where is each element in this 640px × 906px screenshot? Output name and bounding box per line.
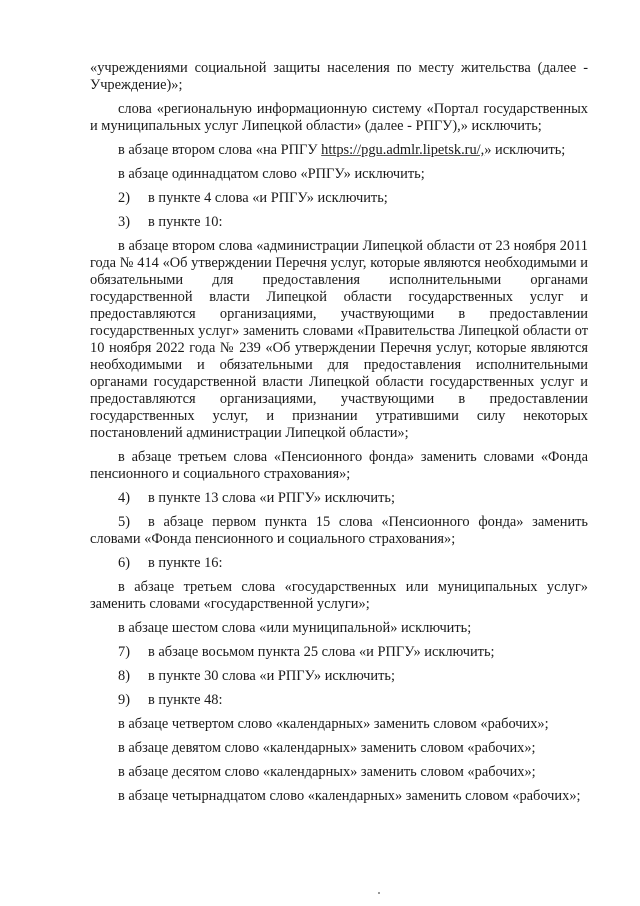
paragraph-abzac-devyatom: в абзаце девятом слово «календарных» заменить словом «рабочих»; — [118, 740, 536, 756]
item-number: 8) — [118, 668, 130, 684]
abzac-text-before: в абзаце втором слова «на РПГУ — [118, 142, 322, 158]
item-number: 7) — [118, 644, 130, 660]
item-number: 4) — [118, 490, 130, 506]
item-text: в абзаце восьмом пункта 25 слова «и РПГУ» исключить; — [148, 644, 495, 660]
paragraph-abzac-desyatom: в абзаце десятом слово «календарных» заменить словом «рабочих»; — [118, 764, 536, 780]
list-item-8 — [90, 668, 588, 685]
paragraph-abzac-odinnadcatom: в абзаце одиннадцатом слово «РПГУ» исключить; — [118, 166, 425, 182]
paragraph-abzac-vtorom — [90, 142, 588, 159]
item-text: в пункте 48: — [148, 692, 223, 708]
item-text: в пункте 13 слова «и РПГУ» исключить; — [148, 490, 395, 506]
item-number: 6) — [118, 555, 130, 571]
list-item-7 — [90, 644, 588, 661]
list-item-3 — [90, 214, 588, 231]
paragraph-words-rpgu: слова «региональную информационную систему «Портал государственных и муниципальных услуг Липецкой области» (далее - РПГУ),» исключить; — [90, 101, 588, 134]
rpgu-link[interactable]: https://pgu.admlr.lipetsk.ru/, — [321, 142, 485, 158]
item-number: 5) — [118, 514, 130, 530]
item-number: 2) — [118, 190, 130, 206]
item-number: 9) — [118, 692, 130, 708]
list-item-2 — [90, 190, 588, 207]
paragraph-abzac-tretem-pensionnogo: в абзаце третьем слова «Пенсионного фонда» заменить словами «Фонда пенсионного и социального страхования»; — [90, 449, 588, 482]
item-text: в пункте 10: — [148, 214, 223, 230]
paragraph-abzac-chetvertom: в абзаце четвертом слово «календарных» заменить словом «рабочих»; — [118, 716, 549, 732]
list-item-6 — [90, 555, 588, 572]
paragraph-abzac-vtorom-punkt-10: в абзаце втором слова «администрации Липецкой области от 23 ноября 2011 года № 414 «Об утверждении Перечня услуг, которые являются необходимыми и обязательными для предоставления исполнительными органами государственной власти Липецкой области государственных услуг и предоставляются организациями, участвующими в предоставлении государственных услуг» заменить словами «Правительства Липецкой области от 10 ноября 2022 года № 239 «Об утверждении Перечня услуг, которые являются необходимыми и обязательными для предоставления исполнительными органами государственной власти Липецкой области государственных услуг и предоставляются организациями, участвующими в предоставлении государственных услуг, и признании утратившими силу некоторых постановлений администрации Липецкой области»; — [90, 238, 588, 441]
list-item-9 — [90, 692, 588, 709]
abzac-text-after: » исключить; — [484, 142, 566, 158]
scan-speck — [378, 892, 380, 894]
item-text: в пункте 16: — [148, 555, 223, 571]
paragraph-abzac-tretem-uslug: в абзаце третьем слова «государственных или муниципальных услуг» заменить словами «государственной услуги»; — [90, 579, 588, 612]
paragraph-continuation: «учреждениями социальной защиты населения по месту жительства (далее - Учреждение)»; — [90, 60, 588, 93]
paragraph-abzac-shestom: в абзаце шестом слова «или муниципальной» исключить; — [118, 620, 472, 636]
paragraph-abzac-chetyrnadcatom: в абзаце четырнадцатом слово «календарных» заменить словом «рабочих»; — [118, 788, 581, 804]
list-item-5 — [90, 514, 588, 548]
item-number: 3) — [118, 214, 130, 230]
item-text: в пункте 30 слова «и РПГУ» исключить; — [148, 668, 395, 684]
item-text: в абзаце первом пункта 15 слова «Пенсионного фонда» заменить словами «Фонда пенсионного и социального страхования»; — [90, 514, 588, 547]
list-item-4 — [90, 490, 588, 507]
item-text: в пункте 4 слова «и РПГУ» исключить; — [148, 190, 388, 206]
